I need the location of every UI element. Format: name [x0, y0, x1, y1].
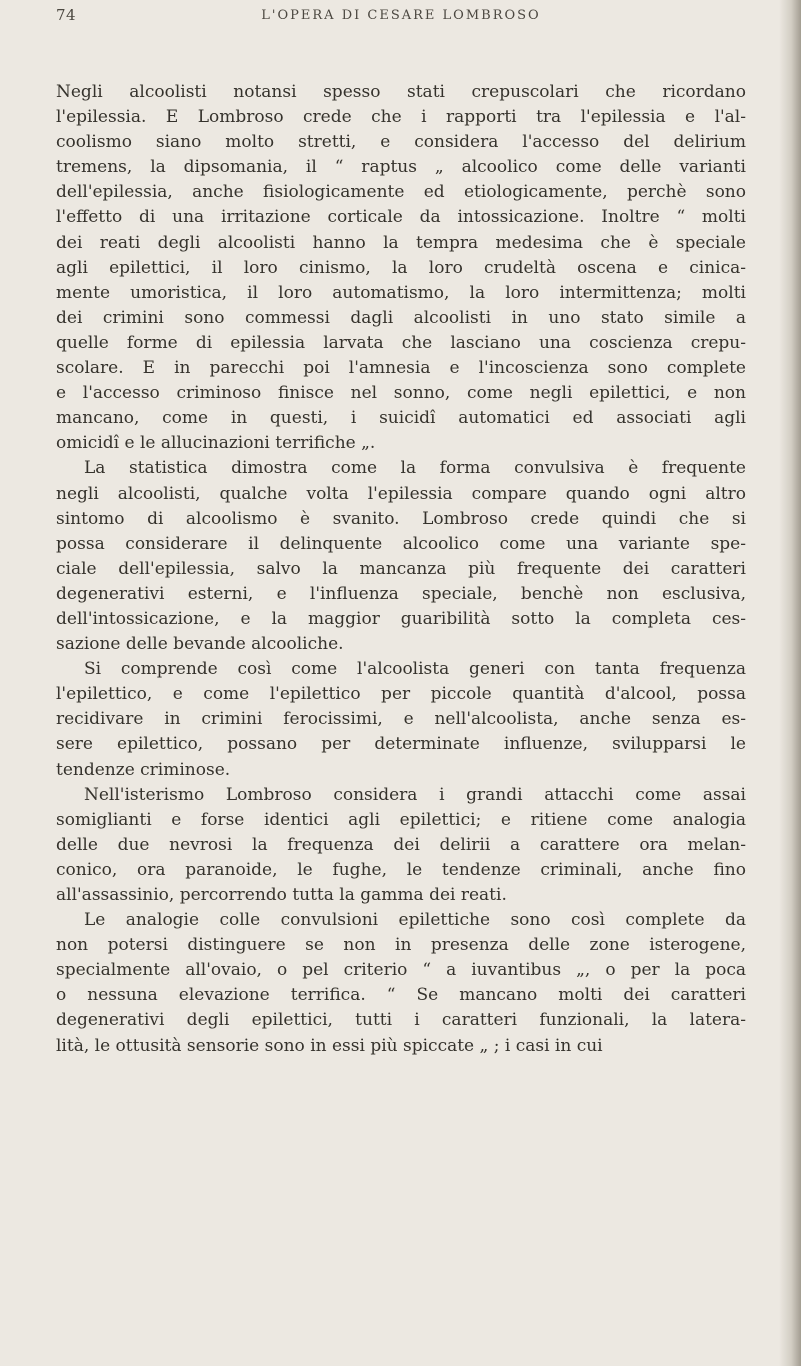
text-line: agli epilettici, il loro cinismo, la loro crudeltà oscena e cinica- — [56, 257, 746, 278]
text-line: sazione delle bevande alcooliche. — [56, 634, 344, 655]
page-header — [56, 6, 746, 30]
text-line: ciale dell'epilessia, salvo la mancanza più frequente dei caratteri — [56, 558, 746, 579]
text-line: degenerativi esterni, e l'influenza speciale, benchè non esclusiva, — [56, 583, 746, 604]
text-line: recidivare in crimini ferocissimi, e nell'alcoolista, anche senza es- — [56, 709, 746, 730]
text-line: tendenze criminose. — [56, 759, 231, 780]
text-line: mente umoristica, il loro automatismo, la loro intermittenza; molti — [56, 282, 746, 303]
page-edge-shadow — [779, 0, 801, 1366]
text-line: possa considerare il delinquente alcoolico come una variante spe- — [56, 533, 746, 554]
paragraph — [56, 80, 746, 456]
text-line: sintomo di alcoolismo è svanito. Lombroso crede quindi che si — [56, 508, 746, 529]
text-line: Negli alcoolisti notansi spesso stati crepuscolari che ricordano — [56, 82, 746, 102]
text-line: l'epilessia. E Lombroso crede che i rapporti tra l'epilessia e l'al- — [56, 107, 746, 128]
text-line: specialmente all'ovaio, o pel criterio “ a iuvantibus „, o per la poca — [56, 960, 746, 981]
text-line: non potersi distinguere se non in presenza delle zone isterogene, — [56, 935, 746, 956]
text-line: omicidî e le allucinazioni terrifiche „. — [56, 433, 376, 454]
paragraph — [56, 456, 746, 657]
text-line: degenerativi degli epilettici, tutti i caratteri funzionali, la latera- — [56, 1010, 746, 1031]
text-line: scolare. E in parecchi poi l'amnesia e l'incoscienza sono complete — [56, 358, 746, 379]
text-line: delle due nevrosi la frequenza dei delirii a carattere ora melan- — [56, 834, 746, 855]
text-line: dell'epilessia, anche fisiologicamente ed etiologicamente, perchè sono — [56, 182, 746, 203]
text-line: e l'accesso criminoso finisce nel sonno, come negli epilettici, e non — [56, 383, 746, 404]
text-line: l'effetto di una irritazione corticale da intossicazione. Inoltre “ molti — [56, 207, 746, 228]
text-line: La statistica dimostra come la forma convulsiva è frequente — [84, 458, 746, 479]
paragraph — [56, 657, 746, 782]
text-line: all'assassinio, percorrendo tutta la gamma dei reati. — [56, 885, 507, 905]
text-line: quelle forme di epilessia larvata che lasciano una coscienza crepu- — [56, 332, 746, 353]
text-line: mancano, come in questi, i suicidî automatici ed associati agli — [56, 408, 746, 429]
text-line: l'epilettico, e come l'epilettico per piccole quantità d'alcool, possa — [56, 684, 746, 705]
body-text — [56, 80, 746, 1059]
text-line: negli alcoolisti, qualche volta l'epilessia compare quando ogni altro — [56, 483, 746, 504]
text-line: Nell'isterismo Lombroso considera i grandi attacchi come assai — [84, 784, 746, 805]
text-line: Si comprende così come l'alcoolista generi con tanta frequenza — [84, 659, 746, 680]
text-line: somiglianti e forse identici agli epilettici; e ritiene come analogia — [56, 809, 746, 830]
text-line: conico, ora paranoide, le fughe, le tendenze criminali, anche fino — [56, 859, 746, 880]
paragraph — [56, 908, 746, 1059]
text-line: lità, le ottusità sensorie sono in essi più spiccate „ ; i casi in cui — [56, 1035, 603, 1056]
text-line: dell'intossicazione, e la maggior guaribilità sotto la completa ces- — [56, 608, 746, 629]
text-line: tremens, la dipsomania, il “ raptus „ alcoolico come delle varianti — [56, 157, 746, 178]
text-line: dei reati degli alcoolisti hanno la tempra medesima che è speciale — [56, 232, 746, 253]
paragraph — [56, 783, 746, 908]
text-line: Le analogie colle convulsioni epilettiche sono così complete da — [84, 910, 746, 931]
text-line: coolismo siano molto stretti, e considera l'accesso del delirium — [56, 132, 746, 153]
text-line: dei crimini sono commessi dagli alcoolisti in uno stato simile a — [56, 307, 746, 328]
text-line: sere epilettico, possano per determinate influenze, svilupparsi le — [56, 734, 746, 755]
page-number: 74 — [56, 6, 77, 24]
text-line: o nessuna elevazione terrifica. “ Se mancano molti dei caratteri — [56, 985, 746, 1006]
running-head: L'OPERA DI CESARE LOMBROSO — [261, 8, 541, 23]
